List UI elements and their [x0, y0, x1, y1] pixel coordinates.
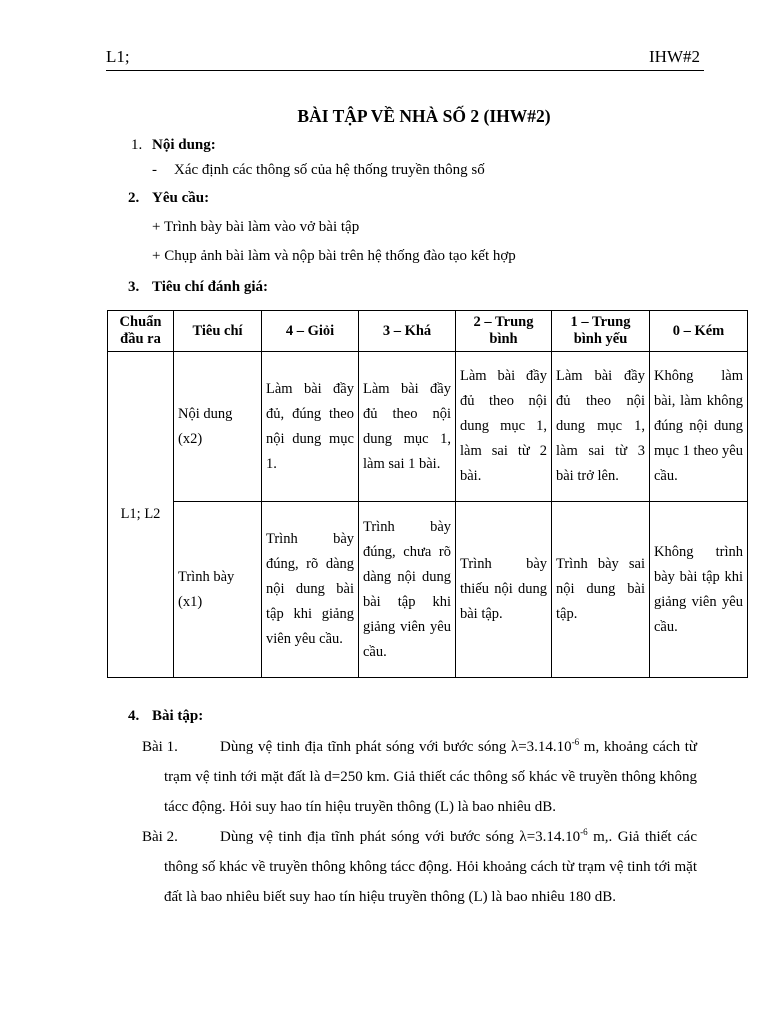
table-cell: Không làm bài, làm không đúng nội dung mục 1 theo yêu cầu.: [650, 352, 748, 502]
exercise-1-text-before: Dùng vệ tinh địa tĩnh phát sóng với bước sóng λ=3.14.10: [220, 739, 572, 755]
table-row: [108, 352, 748, 502]
table-cell: Trình bày sai nội dung bài tập.: [552, 502, 650, 678]
section-3-heading: Tiêu chí đánh giá:: [152, 279, 269, 295]
table-cell: Không trình bày bài tập khi giảng viên yêu cầu.: [650, 502, 748, 678]
exercise-2-text: [142, 822, 697, 912]
header-right: IHW#2: [649, 47, 700, 66]
section-2-heading: Yêu cầu:: [152, 190, 210, 206]
header-cell-poor: 0 – Kém: [650, 311, 748, 352]
section-1-heading: Nội dung:: [152, 137, 216, 153]
criteria-table: [107, 310, 748, 678]
table-cell: Trình bày thiếu nội dung bài tập.: [456, 502, 552, 678]
header-cell-below-average: 1 – Trung bình yếu: [552, 311, 650, 352]
table-cell: Làm bài đầy đủ theo nội dung mục 1, làm sai từ 2 bài.: [456, 352, 552, 502]
exercise-2-exponent: -6: [580, 827, 588, 837]
header-left: L1;: [106, 47, 130, 66]
table-cell: Làm bài đầy đủ theo nội dung mục 1, làm sai từ 3 bài trở lên.: [552, 352, 650, 502]
section-3-number: 3.: [128, 279, 140, 295]
header-cell-outcome: Chuẩn đầu ra: [108, 311, 174, 352]
header-cell-excellent: 4 – Giỏi: [262, 311, 359, 352]
table-cell: Làm bài đầy đủ, đúng theo nội dung mục 1.: [262, 352, 359, 502]
header-cell-average: 2 – Trung bình: [456, 311, 552, 352]
section-4-number: 4.: [128, 708, 140, 724]
exercise-1: [142, 732, 697, 822]
section-4-heading: Bài tập:: [152, 708, 204, 724]
exercise-2-label: Bài 2.: [142, 829, 178, 845]
section-1-bullet: Xác định các thông số của hệ thống truyền thông số: [174, 162, 485, 178]
table-cell: Trình bày đúng, rõ dàng nội dung bài tập khi giảng viên yêu cầu.: [262, 502, 359, 678]
exercise-1-exponent: -6: [571, 737, 580, 747]
exercise-1-label: Bài 1.: [142, 739, 178, 755]
requirement-item-2: + Chụp ảnh bài làm và nộp bài trên hệ thống đào tạo kết hợp: [152, 248, 516, 264]
document-title: BÀI TẬP VỀ NHÀ SỐ 2 (IHW#2): [297, 106, 551, 126]
section-1-number: 1.: [131, 137, 143, 153]
table-cell: Trình bày đúng, chưa rõ dàng nội dung bài tập khi giảng viên yêu cầu.: [359, 502, 456, 678]
requirement-item-1: + Trình bày bài làm vào vở bài tập: [152, 219, 360, 235]
table-row: [108, 502, 748, 678]
exercise-2: [142, 822, 697, 912]
exercise-2-text-after: m,. Giả thiết các thông số khác về truyền thông không tácc động. Hỏi khoảng cách từ trạm vệ tinh tới mặt đất là bao nhiêu biết suy hao tín hiệu truyền thông (L) là bao nhiêu 180 dB.: [164, 829, 697, 905]
header-cell-good: 3 – Khá: [359, 311, 456, 352]
exercise-1-text-after: m, khoảng cách từ trạm vệ tinh tới mặt đất là d=250 km. Giả thiết các thông số khác về truyền thông không tácc động. Hỏi suy hao tín hiệu truyền thông (L) là bao nhiêu dB.: [164, 739, 697, 815]
page-header: [106, 44, 704, 71]
table-header-row: [108, 311, 748, 352]
exercise-2-text-before: Dùng vệ tinh địa tĩnh phát sóng với bước sóng λ=3.14.10: [220, 829, 581, 845]
criterion-cell: Nội dung (x2): [174, 352, 262, 502]
section-2-number: 2.: [128, 190, 140, 206]
section-1-bullet-mark: -: [152, 162, 157, 178]
criterion-cell: Trình bày (x1): [174, 502, 262, 678]
table-cell: Làm bài đầy đủ theo nội dung mục 1, làm sai 1 bài.: [359, 352, 456, 502]
header-cell-criterion: Tiêu chí: [174, 311, 262, 352]
outcome-cell: L1; L2: [108, 352, 174, 678]
exercise-1-text: [142, 732, 697, 822]
